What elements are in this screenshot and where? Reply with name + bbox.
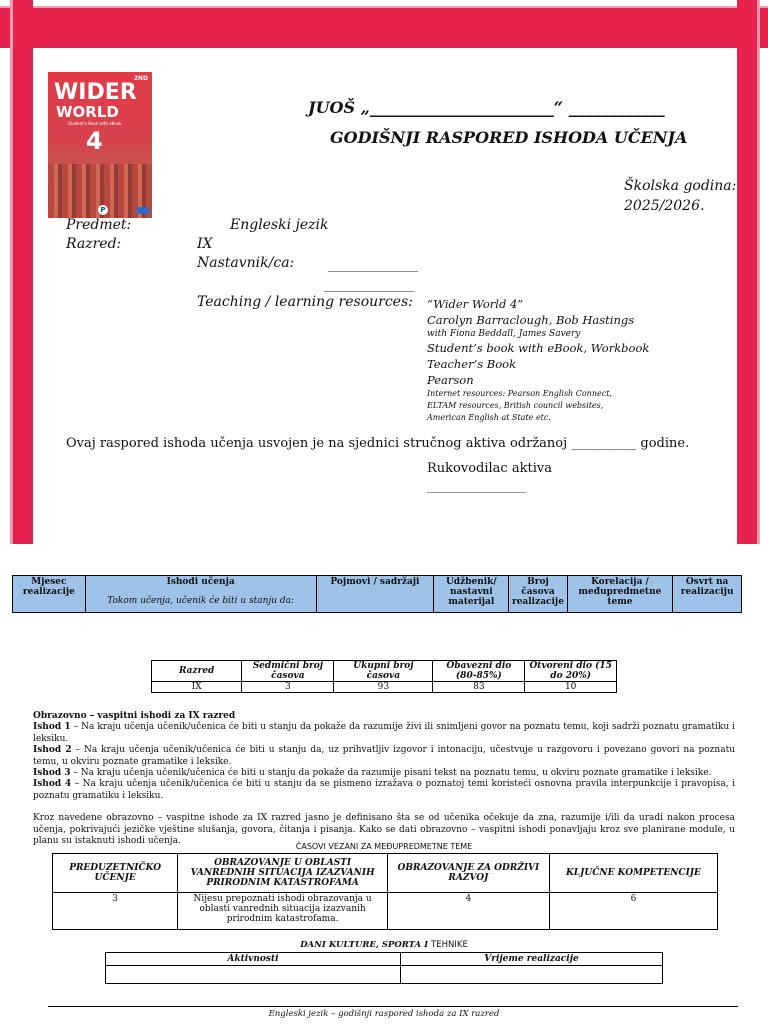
teacher-label: Nastavnik/ca: <box>197 255 295 271</box>
hours-cell: 10 <box>525 682 617 693</box>
hours-col-weekly: Sedmični broj časova <box>242 661 334 682</box>
col-concepts: Pojmovi / sadržaji <box>316 576 434 613</box>
cover-title-world: WORLD <box>56 103 119 121</box>
hours-col-total: Ukupni broj časova <box>334 661 433 682</box>
page-title: GODIŠNJI RASPORED ISHODA UČENJA <box>330 128 688 147</box>
teacher-line-1: _______________ <box>328 258 418 272</box>
hours-cell: IX <box>152 682 242 693</box>
outcome-text: – Na kraju učenja učenik/učenica će biti u stanju da pokaže da razumije živi ili snimljeni govor na poznatu temu, koji sadrži poznatu gramatiku i leksiku. <box>33 722 735 744</box>
cover-corner-badge <box>137 207 149 214</box>
book-cover-image <box>48 72 152 218</box>
outcome-item <box>33 768 735 779</box>
left-bar-edge <box>10 0 13 544</box>
plan-table <box>12 575 742 613</box>
outcome-item <box>33 745 735 768</box>
resource-line: with Fiona Beddall, James Savery <box>427 329 581 339</box>
outcome-label: Ishod 1 <box>33 722 71 733</box>
cross-col-key-competences: KLJUČNE KOMPETENCIJE <box>549 854 717 893</box>
outcome-text: – Na kraju učenja učenik/učenica će biti u stanju da se pismeno izražava o poznatoj temi koristeći osnovna pravila interpunkcije i pravopisa, i poznatu gramatiku i leksiku. <box>33 779 735 801</box>
cover-level-number: 4 <box>86 127 103 155</box>
hours-table <box>151 660 617 693</box>
outcome-text: – Na kraju učenja učenik/učenica će biti u stanju da pokaže da razumije pisani tekst na poznatu temu, u okviru poznate gramatike i leksike. <box>70 768 712 779</box>
outcomes-section <box>33 711 735 847</box>
hours-col-mandatory: Obavezni dio (80-85%) <box>433 661 525 682</box>
outcome-item <box>33 722 735 745</box>
resource-line: American English at State etc. <box>427 413 551 422</box>
footer-divider <box>48 1006 738 1007</box>
culture-title <box>0 940 768 950</box>
cover-edition-badge: 2ND <box>133 75 148 82</box>
cover-title-wider: WIDER <box>54 80 137 105</box>
resources-label: Teaching / learning resources: <box>197 294 413 310</box>
hours-cell: 3 <box>242 682 334 693</box>
top-red-band <box>0 6 768 48</box>
outcome-item <box>33 779 735 802</box>
col-textbook: Udžbenik/ nastavni materijal <box>434 576 509 613</box>
grade-value: IX <box>197 236 213 252</box>
culture-title-italic: DANI KULTURE, SPORTA I <box>300 940 432 950</box>
col-correlation: Korelacija / međupredmetne teme <box>567 576 673 613</box>
cross-topics-title: ČASOVI VEZANI ZA MEĐUPREDMETNE TEME <box>295 842 473 851</box>
outcome-label: Ishod 2 <box>33 745 72 756</box>
cover-publisher-logo: P <box>98 205 108 215</box>
culture-cell <box>400 966 662 984</box>
grade-label: Razred: <box>66 236 122 252</box>
col-hours: Broj časova realizacije <box>509 576 567 613</box>
subject-value: Engleski jezik <box>230 217 329 233</box>
culture-col-activities: Aktivnosti <box>106 953 401 966</box>
resource-line: Carolyn Barraclough, Bob Hastings <box>427 313 635 327</box>
outcome-label: Ishod 4 <box>33 779 72 790</box>
left-red-bar <box>13 0 33 544</box>
cross-col-entrepreneurial: PREDUZETNIČKO UČENJE <box>53 854 178 893</box>
school-year-value: 2025/2026. <box>624 198 705 214</box>
top-band-highlight <box>0 6 768 8</box>
resource-line: ELTAM resources, British council websites, <box>427 401 604 410</box>
col-outcomes-label: Ishodi učenja <box>166 577 235 587</box>
teacher-line-2: _______________ <box>324 278 414 292</box>
col-month: Mjesec realizacije <box>13 576 86 613</box>
culture-cell <box>106 966 401 984</box>
outcomes-heading: Obrazovno – vaspitni ishodi za IX razred <box>33 711 236 721</box>
culture-title-plain: TEHNIKE <box>431 940 468 950</box>
outcomes-summary: Kroz navedene obrazovno – vaspitne ishode za IX razred jasno je definisano šta se od učenika očekuje da zna, razumije i/ili da uradi nakon procesa učenja, pokrivajući jezičke vještine slušanja, govora, čitanja i pisanja. Kako se dati obrazovno – vaspitni ishodi ponavljaju kroz sve planirane module, u planu su istaknuti ishodi učenja. <box>33 813 735 847</box>
adoption-sentence: Ovaj raspored ishoda učenja usvojen je na sjednici stručnog aktiva održanoj __________ godine. <box>66 436 690 451</box>
hours-col-open: Otvoreni dio (15 do 20%) <box>525 661 617 682</box>
cross-col-sustainable: OBRAZOVANJE ZA ODRŽIVI RAZVOJ <box>387 854 549 893</box>
right-red-bar <box>737 0 757 544</box>
school-year-label: Školska godina: <box>624 178 737 194</box>
col-outcomes-sub: Tokom učenja, učenik će biti u stanju da: <box>107 596 295 606</box>
col-review: Osvrt na realizaciju <box>673 576 742 613</box>
culture-col-time: Vrijeme realizacije <box>400 953 662 966</box>
outcome-text: – Na kraju učenja učenik/učenica će biti u stanju da, uz prihvatljiv izgovor i intonaciju, učestvuje u razgovoru i povezano govori na poznatu temu, u okviru poznate gramatike i leksike. <box>33 745 735 767</box>
col-outcomes <box>85 576 316 613</box>
cross-cell: Nijesu prepoznati ishodi obrazovanja u oblasti vanrednih situacija izazvanih prirodnim katastrofama. <box>178 893 388 930</box>
hours-cell: 93 <box>334 682 433 693</box>
subject-label: Predmet: <box>66 217 132 233</box>
head-signature-line: __________________ <box>427 480 526 493</box>
hours-cell: 83 <box>433 682 525 693</box>
cross-cell: 4 <box>387 893 549 930</box>
school-heading: JUOŠ „_______________________“ ____________ <box>308 98 665 117</box>
resource-line: “Wider World 4” <box>427 297 524 311</box>
resource-line: Teacher’s Book <box>427 357 517 371</box>
cross-cell: 6 <box>549 893 717 930</box>
cross-cell: 3 <box>53 893 178 930</box>
resources-list <box>427 296 649 424</box>
outcome-label: Ishod 3 <box>33 768 71 779</box>
culture-table <box>105 952 663 984</box>
cover-subtitle: Student's Book with eBook <box>68 121 122 126</box>
resource-line: Student’s book with eBook, Workbook <box>427 341 650 355</box>
head-of-committee-label: Rukovodilac aktiva <box>427 461 552 476</box>
hours-col-grade: Razred <box>152 661 242 682</box>
right-bar-edge <box>757 0 760 544</box>
footer-text: Engleski jezik – godišnji raspored ishoda za IX razred <box>268 1009 500 1019</box>
cross-col-emergency: OBRAZOVANJE U OBLASTI VANREDNIH SITUACIJA IZAZVANIH PRIRODNIM KATASTROFAMA <box>178 854 388 893</box>
cross-topics-table <box>52 853 718 930</box>
resource-line: Internet resources: Pearson English Connect, <box>427 389 612 398</box>
resource-line: Pearson <box>427 373 474 387</box>
